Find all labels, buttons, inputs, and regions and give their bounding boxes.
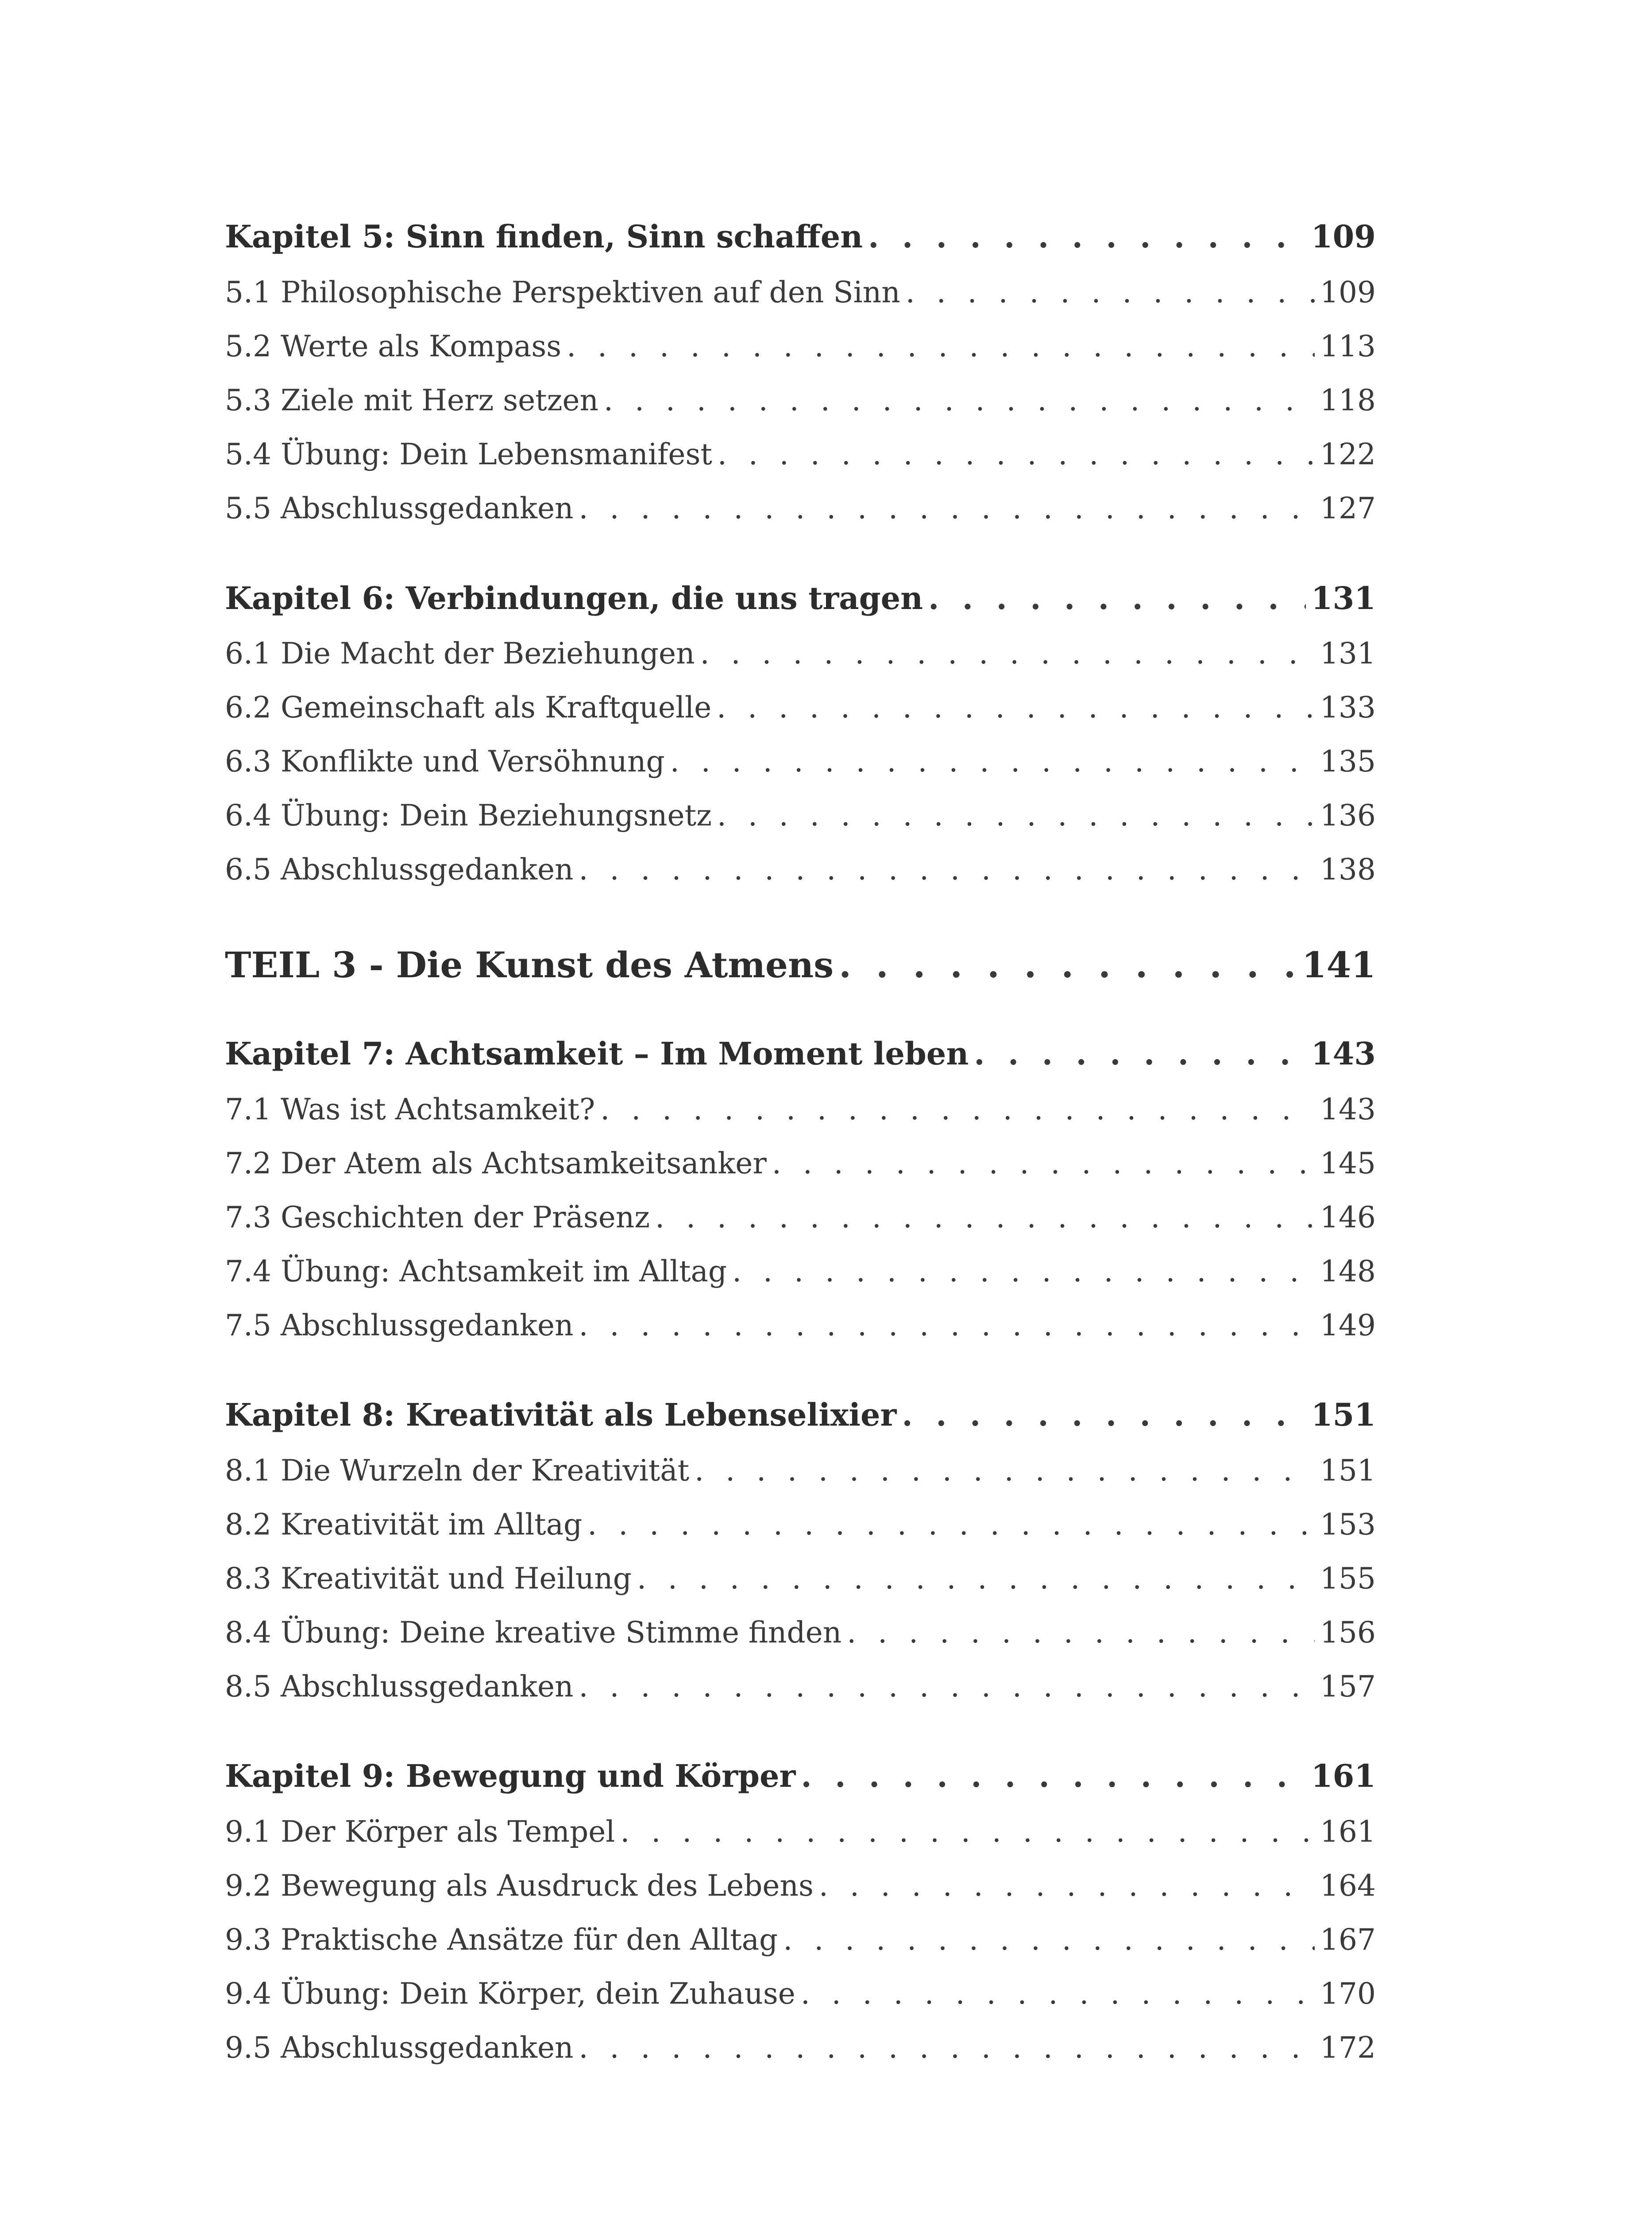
chapter-title: Kapitel 9: Bewegung und Körper bbox=[225, 1758, 796, 1794]
section-title: 7.1 Was ist Achtsamkeit? bbox=[225, 1092, 595, 1126]
chapter-title: Kapitel 7: Achtsamkeit – Im Moment leben bbox=[225, 1035, 969, 1072]
page-number: 149 bbox=[1320, 1308, 1376, 1342]
section-title: 6.3 Konflikte und Versöhnung bbox=[225, 744, 665, 779]
toc-section-8-2[interactable] bbox=[225, 1507, 1376, 1542]
section-title: 9.2 Bewegung als Ausdruck des Lebens bbox=[225, 1869, 814, 1903]
page-number: 161 bbox=[1311, 1758, 1376, 1794]
page-number: 133 bbox=[1320, 690, 1376, 725]
dot-leader bbox=[772, 1149, 1315, 1178]
page-number: 167 bbox=[1320, 1923, 1376, 1957]
toc-section-5-5[interactable] bbox=[225, 491, 1376, 525]
toc-section-9-2[interactable] bbox=[225, 1871, 1376, 1901]
page-number: 141 bbox=[1302, 944, 1376, 986]
section-title: 9.1 Der Körper als Tempel bbox=[225, 1815, 615, 1849]
dot-leader bbox=[620, 1817, 1315, 1847]
page-number: 156 bbox=[1320, 1615, 1376, 1650]
section-title: 6.2 Gemeinschaft als Kraftquelle bbox=[225, 690, 712, 725]
toc-section-8-4[interactable] bbox=[225, 1615, 1376, 1650]
section-title: 9.3 Praktische Ansätze für den Alltag bbox=[225, 1923, 778, 1957]
page-number: 113 bbox=[1320, 329, 1376, 363]
section-title: 9.4 Übung: Dein Körper, dein Zuhause bbox=[225, 1977, 795, 2011]
dot-leader bbox=[695, 1456, 1315, 1485]
toc-section-6-1[interactable] bbox=[225, 636, 1376, 671]
dot-leader bbox=[579, 494, 1315, 523]
page-number: 131 bbox=[1311, 580, 1376, 617]
dot-leader bbox=[819, 1871, 1315, 1901]
dot-leader bbox=[655, 1203, 1315, 1232]
toc-section-9-3[interactable] bbox=[225, 1925, 1376, 1955]
page-number: 118 bbox=[1320, 383, 1376, 417]
page-number: 157 bbox=[1320, 1669, 1376, 1704]
page-number: 127 bbox=[1320, 491, 1376, 525]
toc-section-7-1[interactable] bbox=[225, 1092, 1376, 1126]
section-title: 7.3 Geschichten der Präsenz bbox=[225, 1200, 650, 1234]
page-number: 164 bbox=[1320, 1869, 1376, 1903]
page-number: 143 bbox=[1311, 1035, 1376, 1072]
toc-chapter-5[interactable] bbox=[225, 218, 1376, 255]
section-title: 8.4 Übung: Deine kreative Stimme finden bbox=[225, 1615, 842, 1650]
dot-leader bbox=[718, 440, 1315, 469]
dot-leader bbox=[567, 332, 1315, 361]
dot-leader bbox=[579, 1672, 1315, 1701]
table-of-contents bbox=[225, 0, 1376, 2213]
toc-section-6-3[interactable] bbox=[225, 744, 1376, 779]
toc-chapter-8[interactable] bbox=[225, 1396, 1376, 1433]
page-number: 148 bbox=[1320, 1254, 1376, 1288]
dot-leader bbox=[801, 1761, 1306, 1792]
toc-section-7-3[interactable] bbox=[225, 1200, 1376, 1234]
dot-leader bbox=[902, 1400, 1305, 1430]
page-number: 138 bbox=[1320, 852, 1376, 887]
section-title: 5.1 Philosophische Perspektiven auf den Sinn bbox=[225, 275, 900, 309]
section-title: 8.5 Abschlussgedanken bbox=[225, 1669, 574, 1704]
dot-leader bbox=[717, 801, 1315, 830]
dot-leader bbox=[783, 1925, 1315, 1955]
toc-section-5-4[interactable] bbox=[225, 437, 1376, 471]
dot-leader bbox=[801, 1979, 1315, 2009]
page-number: 135 bbox=[1320, 744, 1376, 779]
chapter-title: Kapitel 6: Verbindungen, die uns tragen bbox=[225, 580, 923, 617]
dot-leader bbox=[637, 1564, 1315, 1593]
page-number: 131 bbox=[1320, 636, 1376, 671]
page-number: 151 bbox=[1311, 1396, 1376, 1433]
section-title: 6.1 Die Macht der Beziehungen bbox=[225, 636, 695, 671]
dot-leader bbox=[700, 639, 1315, 668]
section-title: 6.5 Abschlussgedanken bbox=[225, 852, 574, 887]
toc-section-5-3[interactable] bbox=[225, 383, 1376, 417]
toc-chapter-6[interactable] bbox=[225, 580, 1376, 617]
chapter-title: Kapitel 5: Sinn finden, Sinn schaffen bbox=[225, 218, 863, 255]
dot-leader bbox=[579, 1311, 1315, 1340]
page-number: 153 bbox=[1320, 1507, 1376, 1542]
section-title: 9.5 Abschlussgedanken bbox=[225, 2031, 574, 2065]
toc-section-6-5[interactable] bbox=[225, 852, 1376, 887]
page-number: 146 bbox=[1320, 1200, 1376, 1234]
dot-leader bbox=[732, 1257, 1315, 1286]
toc-section-7-2[interactable] bbox=[225, 1146, 1376, 1180]
page-number: 145 bbox=[1320, 1146, 1376, 1180]
page-number: 143 bbox=[1320, 1092, 1376, 1126]
dot-leader bbox=[604, 386, 1315, 415]
section-title: 7.5 Abschlussgedanken bbox=[225, 1308, 574, 1342]
toc-chapter-9[interactable] bbox=[225, 1758, 1376, 1794]
dot-leader bbox=[717, 693, 1315, 722]
page-number: 122 bbox=[1320, 437, 1376, 471]
toc-section-8-3[interactable] bbox=[225, 1561, 1376, 1596]
section-title: 5.5 Abschlussgedanken bbox=[225, 491, 574, 525]
section-title: 7.4 Übung: Achtsamkeit im Alltag bbox=[225, 1254, 727, 1288]
toc-section-6-4[interactable] bbox=[225, 798, 1376, 833]
part-title: TEIL 3 - Die Kunst des Atmens bbox=[225, 944, 834, 986]
section-title: 5.4 Übung: Dein Lebensmanifest bbox=[225, 437, 712, 471]
dot-leader bbox=[670, 747, 1315, 776]
toc-section-7-4[interactable] bbox=[225, 1254, 1376, 1288]
dot-leader bbox=[847, 1618, 1315, 1647]
toc-section-8-1[interactable] bbox=[225, 1453, 1376, 1488]
page-number: 172 bbox=[1320, 2031, 1376, 2065]
toc-section-9-1[interactable] bbox=[225, 1817, 1376, 1847]
section-title: 8.1 Die Wurzeln der Kreativität bbox=[225, 1453, 690, 1488]
toc-section-6-2[interactable] bbox=[225, 690, 1376, 725]
dot-leader bbox=[974, 1038, 1306, 1069]
dot-leader bbox=[868, 221, 1306, 252]
section-title: 8.3 Kreativität und Heilung bbox=[225, 1561, 632, 1596]
section-title: 5.3 Ziele mit Herz setzen bbox=[225, 383, 599, 417]
page-number: 136 bbox=[1320, 798, 1376, 833]
chapter-title: Kapitel 8: Kreativität als Lebenselixier bbox=[225, 1396, 897, 1433]
section-title: 7.2 Der Atem als Achtsamkeitsanker bbox=[225, 1146, 767, 1180]
page-number: 109 bbox=[1311, 218, 1376, 255]
page-number: 161 bbox=[1320, 1815, 1376, 1849]
toc-section-5-2[interactable] bbox=[225, 329, 1376, 363]
dot-leader bbox=[600, 1095, 1315, 1124]
toc-section-8-5[interactable] bbox=[225, 1669, 1376, 1704]
page-number: 151 bbox=[1320, 1453, 1376, 1488]
toc-section-7-5[interactable] bbox=[225, 1308, 1376, 1342]
section-title: 6.4 Übung: Dein Beziehungsnetz bbox=[225, 798, 712, 833]
page-number: 170 bbox=[1320, 1977, 1376, 2011]
page-number: 109 bbox=[1320, 275, 1376, 309]
section-title: 8.2 Kreativität im Alltag bbox=[225, 1507, 583, 1542]
dot-leader bbox=[928, 583, 1306, 614]
toc-part-3[interactable] bbox=[225, 944, 1376, 986]
dot-leader bbox=[579, 855, 1315, 884]
toc-section-9-4[interactable] bbox=[225, 1979, 1376, 2009]
dot-leader bbox=[906, 278, 1315, 307]
dot-leader bbox=[839, 947, 1297, 983]
toc-section-5-1[interactable] bbox=[225, 275, 1376, 309]
section-title: 5.2 Werte als Kompass bbox=[225, 329, 562, 363]
dot-leader bbox=[579, 2033, 1315, 2063]
toc-chapter-7[interactable] bbox=[225, 1035, 1376, 1072]
page-number: 155 bbox=[1320, 1561, 1376, 1596]
dot-leader bbox=[587, 1510, 1315, 1539]
toc-section-9-5[interactable] bbox=[225, 2033, 1376, 2063]
